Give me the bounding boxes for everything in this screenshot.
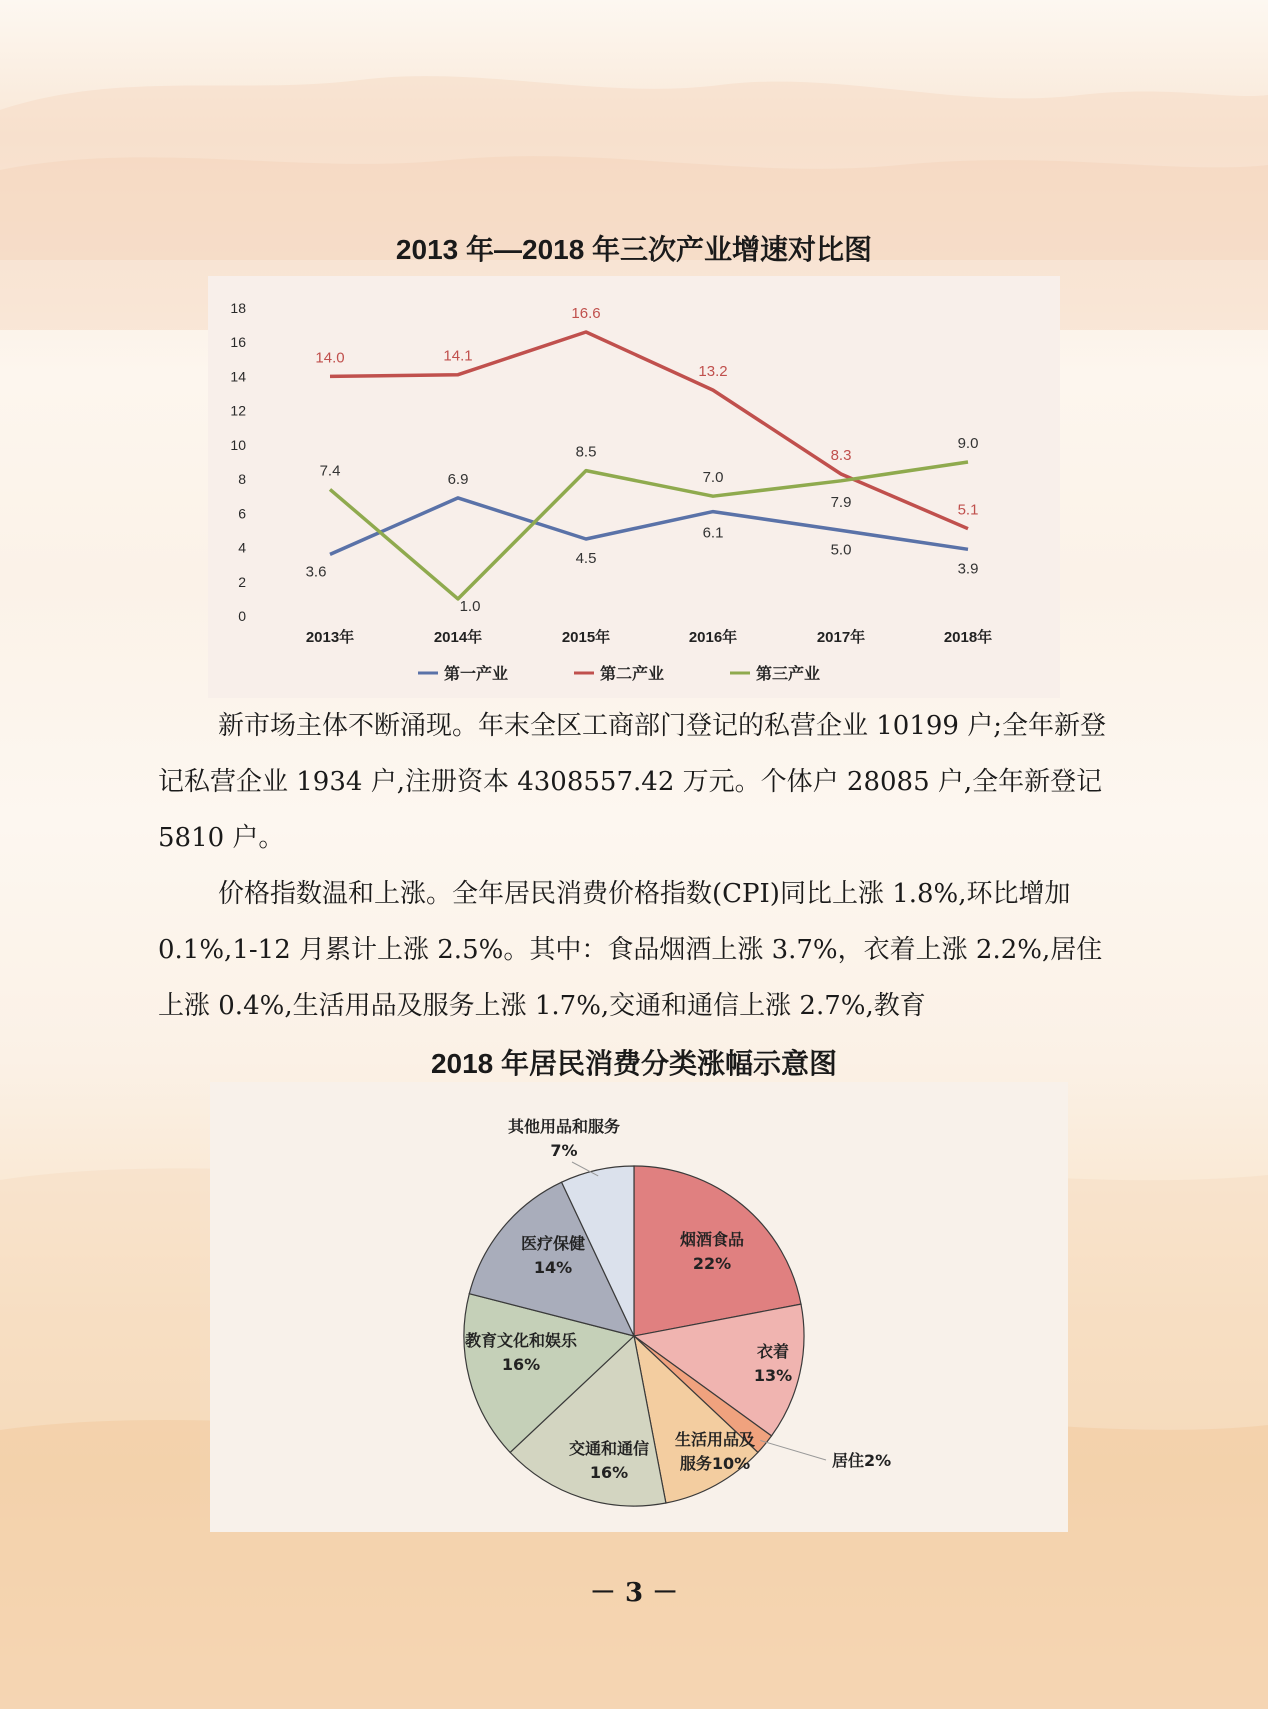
- data-label: 9.0: [957, 435, 979, 452]
- y-tick-label: 8: [238, 471, 246, 488]
- paragraph-text: 新市场主体不断涌现。年末全区工商部门登记的私营企业 10199 户;全年新登记私营企业 1934 户,注册资本 4308557.42 万元。个体户 28085 户,全年新登记 5810 户。: [158, 711, 1106, 853]
- data-label: 7.4: [319, 462, 341, 480]
- slice-label: 衣着: [756, 1342, 790, 1361]
- data-label: 16.6: [571, 304, 601, 322]
- data-label: 6.9: [447, 470, 469, 488]
- data-label: 14.0: [315, 349, 345, 367]
- line-chart-panel: [208, 276, 1060, 698]
- y-tick-label: 6: [238, 505, 246, 522]
- pie-chart-panel: [210, 1082, 1068, 1532]
- y-tick-label: 16: [230, 334, 246, 351]
- line-chart: [208, 276, 1060, 698]
- data-label: 5.0: [830, 541, 852, 559]
- y-tick-label: 10: [230, 436, 246, 453]
- data-label: 3.6: [305, 563, 327, 581]
- y-tick-label: 12: [230, 402, 246, 419]
- data-label: 8.3: [830, 446, 852, 464]
- slice-label: 教育文化和娱乐: [464, 1331, 578, 1350]
- data-label: 8.5: [575, 443, 597, 461]
- data-label: 7.9: [830, 493, 852, 511]
- x-tick-label: 2013年: [305, 629, 355, 646]
- series-line: [330, 462, 968, 599]
- slice-percent: 22%: [692, 1254, 732, 1273]
- slice-percent: 服务10%: [679, 1454, 751, 1473]
- slice-percent: 14%: [533, 1258, 573, 1277]
- series-line: [330, 498, 968, 555]
- paragraph-market-entities: [158, 698, 1108, 866]
- x-tick-label: 2014年: [433, 629, 483, 646]
- pie-chart: [210, 1082, 1068, 1532]
- y-tick-label: 14: [230, 368, 246, 385]
- y-tick-label: 0: [238, 608, 246, 624]
- x-tick-label: 2017年: [816, 629, 866, 646]
- slice-label: 生活用品及: [674, 1430, 756, 1449]
- page-number: － 3 －: [589, 1578, 679, 1608]
- data-label: 7.0: [702, 469, 724, 487]
- y-tick-label: 2: [238, 573, 246, 590]
- slice-label: 医疗保健: [520, 1234, 586, 1253]
- slice-label: 其他用品和服务: [507, 1117, 621, 1136]
- data-label: 3.9: [957, 560, 979, 578]
- y-tick-label: 18: [230, 300, 246, 316]
- slice-percent: 7%: [550, 1141, 578, 1160]
- slice-label: 烟酒食品: [679, 1230, 745, 1249]
- line-chart-title: 2013 年—2018 年三次产业增速对比图: [395, 234, 873, 265]
- x-tick-label: 2016年: [688, 629, 738, 646]
- data-label: 13.2: [698, 363, 728, 381]
- slice-label: 居住2%: [832, 1451, 892, 1470]
- data-label: 5.1: [957, 501, 979, 519]
- slice-percent: 16%: [589, 1463, 629, 1482]
- slice-percent: 13%: [753, 1366, 793, 1385]
- x-tick-label: 2018年: [943, 629, 993, 646]
- slice-percent: 16%: [501, 1355, 541, 1374]
- slice-label: 交通和通信: [568, 1439, 650, 1458]
- pie-chart-title: 2018 年居民消费分类涨幅示意图: [430, 1048, 838, 1079]
- legend-label: 第一产业: [444, 664, 509, 683]
- legend-label: 第三产业: [756, 664, 821, 683]
- data-label: 1.0: [459, 597, 481, 615]
- data-label: 4.5: [575, 550, 597, 567]
- paragraph-text: 价格指数温和上涨。全年居民消费价格指数(CPI)同比上涨 1.8%,环比增加 0.1%,1-12 月累计上涨 2.5%。其中：食品烟酒上涨 3.7%，衣着上涨 2.2%,居住上涨 0.4%,生活用品及服务上涨 1.7%,交通和通信上涨 2.7%,教育: [158, 879, 1103, 1021]
- paragraph-price-index: [158, 866, 1108, 1034]
- series-line: [330, 332, 968, 529]
- y-tick-label: 4: [238, 539, 246, 556]
- legend-label: 第二产业: [600, 664, 665, 683]
- data-label: 14.1: [443, 347, 473, 365]
- x-tick-label: 2015年: [561, 629, 611, 646]
- leader-line: [760, 1441, 826, 1461]
- data-label: 6.1: [702, 524, 724, 542]
